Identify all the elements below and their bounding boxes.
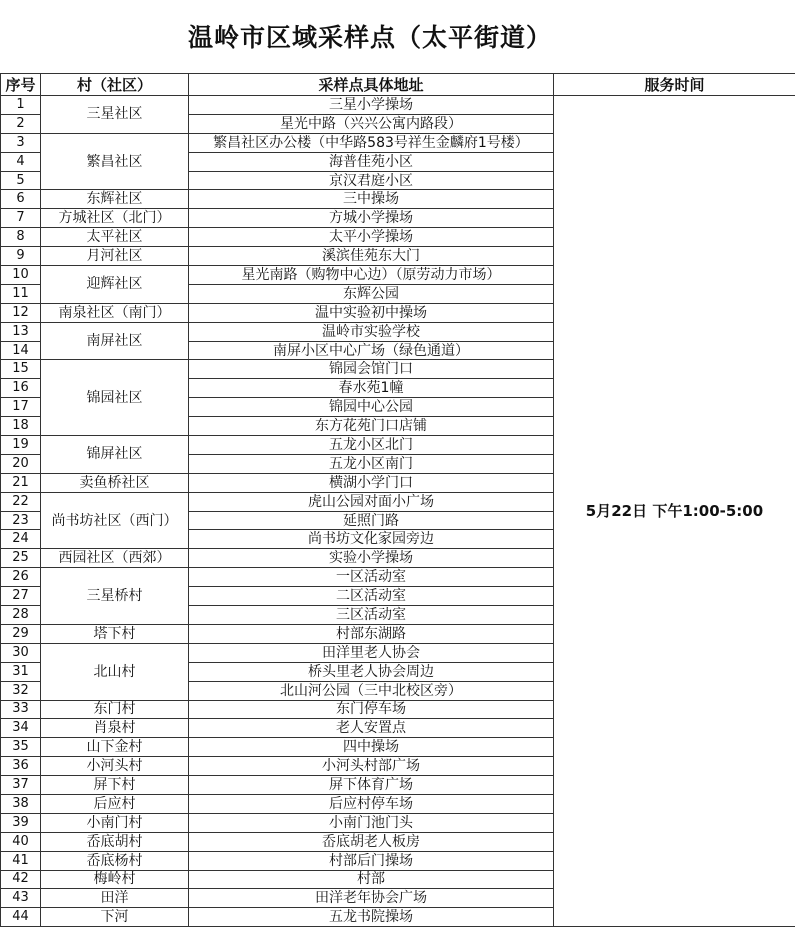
row-seq: 16 bbox=[1, 379, 41, 398]
row-village: 锦屏社区 bbox=[41, 436, 189, 474]
header-row bbox=[1, 74, 795, 96]
row-address: 北山河公园（三中北校区旁） bbox=[189, 681, 554, 700]
service-time: 5月22日 下午1:00-5:00 bbox=[554, 96, 795, 927]
row-address: 五龙小区北门 bbox=[189, 436, 554, 455]
row-village: 太平社区 bbox=[41, 228, 189, 247]
row-seq: 36 bbox=[1, 757, 41, 776]
row-seq: 25 bbox=[1, 549, 41, 568]
row-village: 肖泉村 bbox=[41, 719, 189, 738]
row-village: 三星桥村 bbox=[41, 568, 189, 625]
row-address: 东门停车场 bbox=[189, 700, 554, 719]
row-village: 北山村 bbox=[41, 643, 189, 700]
row-address: 横湖小学门口 bbox=[189, 473, 554, 492]
row-address: 小河头村部广场 bbox=[189, 757, 554, 776]
row-seq: 13 bbox=[1, 322, 41, 341]
row-village: 锦园社区 bbox=[41, 360, 189, 436]
row-village: 繁昌社区 bbox=[41, 133, 189, 190]
row-address: 三区活动室 bbox=[189, 606, 554, 625]
row-seq: 6 bbox=[1, 190, 41, 209]
row-seq: 18 bbox=[1, 417, 41, 436]
row-address: 温中实验初中操场 bbox=[189, 303, 554, 322]
row-address: 四中操场 bbox=[189, 738, 554, 757]
row-seq: 30 bbox=[1, 643, 41, 662]
row-seq: 37 bbox=[1, 776, 41, 795]
row-seq: 33 bbox=[1, 700, 41, 719]
row-address: 繁昌社区办公楼（中华路583号祥生金麟府1号楼） bbox=[189, 133, 554, 152]
header-time: 服务时间 bbox=[554, 74, 795, 96]
row-seq: 32 bbox=[1, 681, 41, 700]
row-village: 东辉社区 bbox=[41, 190, 189, 209]
row-address: 京汉君庭小区 bbox=[189, 171, 554, 190]
row-village: 西园社区（西郊） bbox=[41, 549, 189, 568]
row-address: 三中操场 bbox=[189, 190, 554, 209]
row-seq: 20 bbox=[1, 454, 41, 473]
row-seq: 17 bbox=[1, 398, 41, 417]
row-address: 虎山公园对面小广场 bbox=[189, 492, 554, 511]
row-seq: 40 bbox=[1, 832, 41, 851]
row-address: 延照门路 bbox=[189, 511, 554, 530]
row-seq: 23 bbox=[1, 511, 41, 530]
row-village: 南屏社区 bbox=[41, 322, 189, 360]
row-address: 一区活动室 bbox=[189, 568, 554, 587]
row-address: 田洋里老人协会 bbox=[189, 643, 554, 662]
row-village: 三星社区 bbox=[41, 96, 189, 134]
row-seq: 29 bbox=[1, 624, 41, 643]
row-address: 方城小学操场 bbox=[189, 209, 554, 228]
row-address: 田洋老年协会广场 bbox=[189, 889, 554, 908]
row-seq: 34 bbox=[1, 719, 41, 738]
header-village: 村（社区） bbox=[41, 74, 189, 96]
row-address: 南屏小区中心广场（绿色通道） bbox=[189, 341, 554, 360]
row-address: 星光南路（购物中心边）（原劳动力市场） bbox=[189, 266, 554, 285]
row-seq: 22 bbox=[1, 492, 41, 511]
row-address: 二区活动室 bbox=[189, 587, 554, 606]
row-village: 月河社区 bbox=[41, 247, 189, 266]
row-address: 锦园会馆门口 bbox=[189, 360, 554, 379]
row-village: 卖鱼桥社区 bbox=[41, 473, 189, 492]
row-seq: 19 bbox=[1, 436, 41, 455]
row-address: 五龙小区南门 bbox=[189, 454, 554, 473]
row-seq: 39 bbox=[1, 813, 41, 832]
row-seq: 31 bbox=[1, 662, 41, 681]
row-address: 屏下体育广场 bbox=[189, 776, 554, 795]
row-seq: 14 bbox=[1, 341, 41, 360]
sampling-sites-table bbox=[0, 73, 795, 927]
row-seq: 27 bbox=[1, 587, 41, 606]
row-seq: 42 bbox=[1, 870, 41, 889]
row-seq: 41 bbox=[1, 851, 41, 870]
row-address: 村部 bbox=[189, 870, 554, 889]
row-seq: 7 bbox=[1, 209, 41, 228]
row-address: 老人安置点 bbox=[189, 719, 554, 738]
row-village: 岙底杨村 bbox=[41, 851, 189, 870]
row-address: 太平小学操场 bbox=[189, 228, 554, 247]
row-village: 下河 bbox=[41, 908, 189, 927]
row-address: 春水苑1幢 bbox=[189, 379, 554, 398]
row-seq: 11 bbox=[1, 284, 41, 303]
row-seq: 15 bbox=[1, 360, 41, 379]
row-address: 村部东湖路 bbox=[189, 624, 554, 643]
row-seq: 10 bbox=[1, 266, 41, 285]
row-seq: 24 bbox=[1, 530, 41, 549]
row-seq: 1 bbox=[1, 96, 41, 115]
row-address: 东方花苑门口店铺 bbox=[189, 417, 554, 436]
row-seq: 44 bbox=[1, 908, 41, 927]
row-village: 迎辉社区 bbox=[41, 266, 189, 304]
row-address: 小南门池门头 bbox=[189, 813, 554, 832]
row-address: 三星小学操场 bbox=[189, 96, 554, 115]
row-address: 溪滨佳苑东大门 bbox=[189, 247, 554, 266]
row-seq: 3 bbox=[1, 133, 41, 152]
table-row bbox=[1, 96, 795, 115]
row-village: 东门村 bbox=[41, 700, 189, 719]
row-village: 田洋 bbox=[41, 889, 189, 908]
row-village: 塔下村 bbox=[41, 624, 189, 643]
row-seq: 26 bbox=[1, 568, 41, 587]
row-seq: 38 bbox=[1, 794, 41, 813]
row-address: 温岭市实验学校 bbox=[189, 322, 554, 341]
page-title: 温岭市区域采样点（太平街道） bbox=[187, 23, 552, 52]
header-seq: 序号 bbox=[1, 74, 41, 96]
row-village: 梅岭村 bbox=[41, 870, 189, 889]
row-seq: 8 bbox=[1, 228, 41, 247]
row-seq: 43 bbox=[1, 889, 41, 908]
header-address: 采样点具体地址 bbox=[189, 74, 554, 96]
row-address: 海普佳苑小区 bbox=[189, 152, 554, 171]
row-seq: 9 bbox=[1, 247, 41, 266]
row-village: 山下金村 bbox=[41, 738, 189, 757]
row-seq: 12 bbox=[1, 303, 41, 322]
table-body bbox=[1, 96, 795, 927]
row-address: 岙底胡老人板房 bbox=[189, 832, 554, 851]
row-seq: 21 bbox=[1, 473, 41, 492]
row-seq: 28 bbox=[1, 606, 41, 625]
row-address: 尚书坊文化家园旁边 bbox=[189, 530, 554, 549]
row-village: 尚书坊社区（西门） bbox=[41, 492, 189, 549]
row-seq: 4 bbox=[1, 152, 41, 171]
row-village: 岙底胡村 bbox=[41, 832, 189, 851]
row-address: 村部后门操场 bbox=[189, 851, 554, 870]
row-seq: 2 bbox=[1, 114, 41, 133]
row-address: 锦园中心公园 bbox=[189, 398, 554, 417]
row-village: 方城社区（北门） bbox=[41, 209, 189, 228]
title-area bbox=[0, 0, 795, 74]
row-village: 屏下村 bbox=[41, 776, 189, 795]
row-address: 东辉公园 bbox=[189, 284, 554, 303]
row-address: 后应村停车场 bbox=[189, 794, 554, 813]
row-village: 南泉社区（南门） bbox=[41, 303, 189, 322]
row-address: 实验小学操场 bbox=[189, 549, 554, 568]
row-village: 小河头村 bbox=[41, 757, 189, 776]
row-seq: 35 bbox=[1, 738, 41, 757]
row-address: 桥头里老人协会周边 bbox=[189, 662, 554, 681]
row-address: 五龙书院操场 bbox=[189, 908, 554, 927]
row-village: 后应村 bbox=[41, 794, 189, 813]
row-seq: 5 bbox=[1, 171, 41, 190]
row-address: 星光中路（兴兴公寓内路段） bbox=[189, 114, 554, 133]
row-village: 小南门村 bbox=[41, 813, 189, 832]
